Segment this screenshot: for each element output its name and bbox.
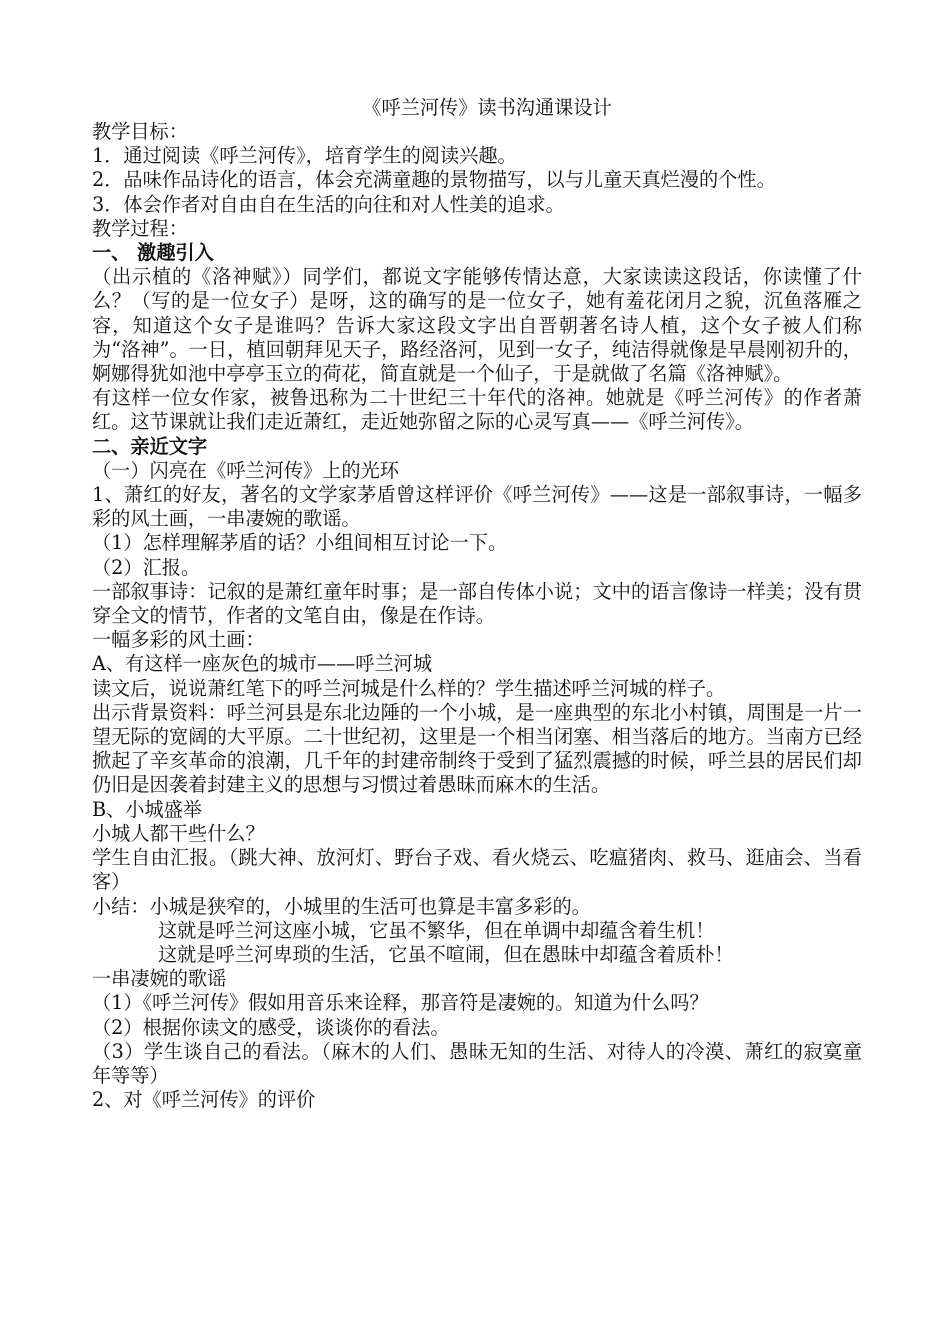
label-ballad: 一串凄婉的歌谣 (92, 967, 227, 991)
summary-line-1: 这就是呼兰河这座小城，它虽不繁华，但在单调中却蕴含着生机！ (158, 918, 715, 942)
paragraph-summary: 小结：小城是狭窄的，小城里的生活可也算是丰富多彩的。 (92, 894, 591, 918)
heading-1: 一、 激趣引入 (92, 241, 214, 265)
label-folk-painting: 一幅多彩的风土画： (92, 628, 265, 652)
objective-1: 1．通过阅读《呼兰河传》，培育学生的阅读兴趣。 (92, 144, 517, 168)
paragraph-read-city: 读文后，说说萧红笔下的呼兰河城是什么样的？学生描述呼兰河城的样子。 (92, 676, 726, 700)
paragraph-intro-xiaohong: 有这样一位女作家，被鲁迅称为二十世纪三十年代的洛神。她就是《呼兰河传》的作者萧红。这节课就让我们走近萧红，走近她弥留之际的心灵写真——《呼兰河传》。 (92, 386, 862, 434)
item-discuss: （1）怎样理解茅盾的话？小组间相互讨论一下。 (92, 531, 508, 555)
item-a-grey-city: A、有这样一座灰色的城市——呼兰河城 (92, 652, 433, 676)
heading-2: 二、亲近文字 (92, 434, 208, 458)
paragraph-maodun: 1、萧红的好友，著名的文学家茅盾曾这样评价《呼兰河传》——这是一部叙事诗，一幅多彩的风土画，一串凄婉的歌谣。 (92, 483, 862, 531)
objective-2: 2．品味作品诗化的语言，体会充满童趣的景物描写，以与儿童天真烂漫的个性。 (92, 168, 776, 192)
item-report: （2）汇报。 (92, 555, 201, 579)
document-title: 《呼兰河传》读书沟通课设计 (362, 96, 612, 119)
paragraph-student-report: 学生自由汇报。（跳大神、放河灯、野台子戏、看火烧云、吃瘟猪肉、救马、逛庙会、当看客） (92, 846, 862, 894)
summary-line-2: 这就是呼兰河卑琐的生活，它虽不喧闹，但在愚昧中却蕴含着质朴！ (158, 942, 734, 966)
section-label-objectives: 教学目标： (92, 120, 188, 143)
paragraph-background: 出示背景资料：呼兰河县是东北边陲的一个小城，是一座典型的东北小村镇，周围是一片一望无际的宽阔的大平原。二十世纪初，这里是一个相当闭塞、相当落后的地方。当南方已经掀起了辛亥革命的浪潮，几千年的封建帝制终于受到了猛烈震撼的时候，呼兰县的居民们却仍旧是因袭着封建主义的思想与习惯过着愚昧而麻木的生活。 (92, 700, 862, 797)
subheading-halo: （一）闪亮在《呼兰河传》上的光环 (92, 458, 399, 482)
objective-3: 3．体会作者对自由自在生活的向往和对人性美的追求。 (92, 192, 565, 216)
ballad-item-2: （2）根据你读文的感受，谈谈你的看法。 (92, 1015, 450, 1039)
question-townspeople: 小城人都干些什么？ (92, 821, 265, 845)
paragraph-luoshen: （出示植的《洛神赋》）同学们，都说文字能够传情达意，大家读读这段话，你读懂了什么？（写的是一位女子）是呀，这的确写的是一位女子，她有羞花闭月之貌，沉鱼落雁之容，知道这个女子是谁吗？告诉大家这段文字出自晋朝著名诗人植，这个女子被人们称为“洛神”。一日，植回朝拜见天子，路经洛河，见到一女子，纯洁得就像是早晨刚初升的，婀娜得犹如池中亭亭玉立的荷花，简直就是一个仙子，于是就做了名篇《洛神赋》。 (92, 265, 862, 386)
section-label-process: 教学过程： (92, 216, 188, 240)
ballad-item-1: （1）《呼兰河传》假如用音乐来诠释，那音符是凄婉的。知道为什么吗？ (92, 991, 709, 1015)
item-b-events: B、小城盛举 (92, 797, 203, 821)
item-evaluation: 2、对《呼兰河传》的评价 (92, 1088, 316, 1112)
paragraph-narrative-poem: 一部叙事诗：记叙的是萧红童年时事；是一部自传体小说；文中的语言像诗一样美；没有贯穿全文的情节，作者的文笔自由，像是在作诗。 (92, 579, 862, 628)
ballad-item-3: （3）学生谈自己的看法。（麻木的人们、愚昧无知的生活、对待人的冷漠、萧红的寂寞童年等等） (92, 1039, 862, 1087)
